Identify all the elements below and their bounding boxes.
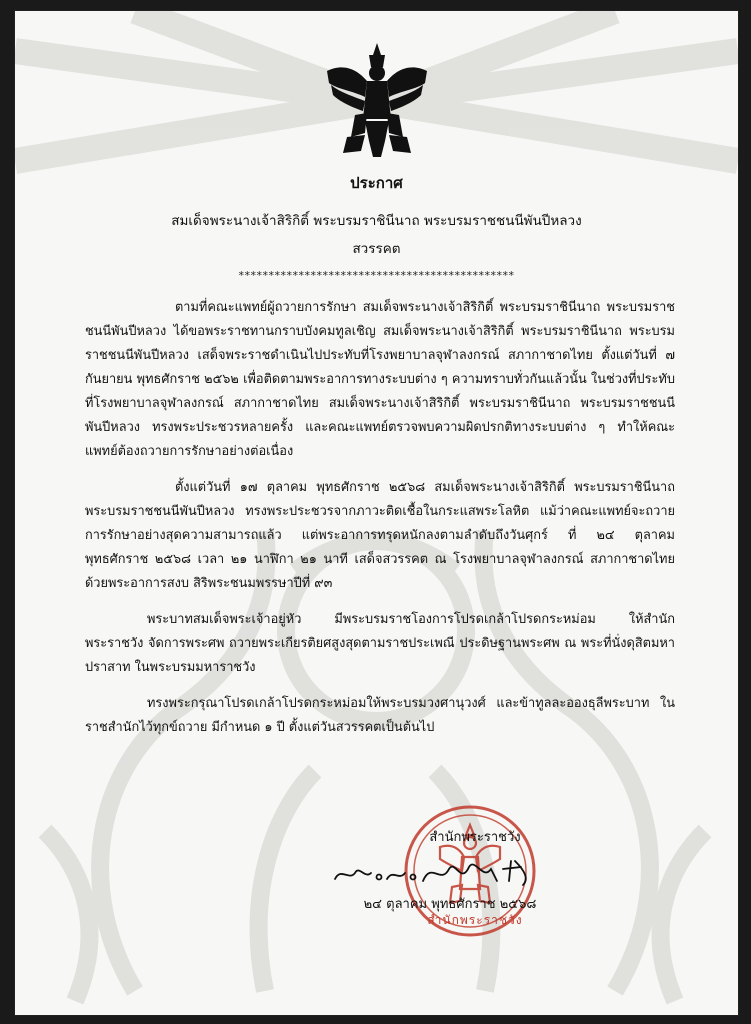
announcement-subtitle-status: สวรรคต (352, 241, 401, 257)
signature-date: ๒๔ ตุลาคม พุทธศักราช ๒๕๖๘ (363, 897, 537, 912)
handwritten-signature (315, 851, 585, 891)
paragraph-4: ทรงพระกรุณาโปรดเกล้าโปรดกระหม่อมให้พระบรมวงศานุวงศ์ และข้าทูลละอองธุลีพระบาท ในราชสำนักไว้ทุกข์ถวาย มีกำหนด ๑ ปี ตั้งแต่วันสวรรคตเป็นต้นไป (85, 696, 675, 735)
garuda-emblem-icon (325, 41, 429, 159)
announcement-subtitle: สมเด็จพระนางเจ้าสิริกิติ์ พระบรมราชินีนาถ พระบรมราชชนนีพันปีหลวง (171, 213, 582, 229)
announcement-page (14, 10, 739, 1016)
paragraph-3: พระบาทสมเด็จพระเจ้าอยู่หัว มีพระบรมราชโองการโปรดเกล้าโปรดกระหม่อม ให้สำนักพระราชวัง จัดการพระศพ ถวายพระเกียรติยศสูงสุดตามราชประเพณี ประดิษฐานพระศพ ณ พระที่นั่งดุสิตมหาปราสาท ในพระบรมมหาราชวัง (85, 612, 675, 675)
signature-office: สำนักพระราชวัง (429, 830, 521, 845)
paragraph-1: ตามที่คณะแพทย์ผู้ถวายการรักษา สมเด็จพระนางเจ้าสิริกิติ์ พระบรมราชินีนาถ พระบรมราชชนนีพันปีหลวง ได้ขอพระราชทานกราบบังคมทูลเชิญ สมเด็จพระนางเจ้าสิริกิติ์ พระบรมราชินีนาถ พระบรมราชชนนีพันปีหลวง เสด็จพระราชดำเนินไปประทับที่โรงพยาบาลจุฬาลงกรณ์ สภากาชาดไทย ตั้งแต่วันที่ ๗ กันยายน พุทธศักราช ๒๕๖๒ เพื่อติดตามพระอาการทางระบบต่าง ๆ ความทราบทั่วกันแล้วนั้น ในช่วงที่ประทับที่โรงพยาบาลจุฬาลงกรณ์ สภากาชาดไทย สมเด็จพระนางเจ้าสิริกิติ์ พระบรมราชินีนาถ พระบรมราชชนนีพันปีหลวง ทรงพระประชวรหลายครั้ง และคณะแพทย์ตรวจพบความผิดปรกติทางระบบต่าง ๆ ทำให้คณะแพทย์ต้องถวายการรักษาอย่างต่อเนื่อง (85, 300, 675, 459)
separator-line: ********************************************** (238, 269, 515, 282)
announcement-heading: ประกาศ (350, 174, 403, 192)
paragraph-2: ตั้งแต่วันที่ ๑๗ ตุลาคม พุทธศักราช ๒๕๖๘ สมเด็จพระนางเจ้าสิริกิติ์ พระบรมราชินีนาถ พระบรมราชชนนีพันปีหลวง ทรงพระประชวรจากภาวะติดเชื้อในกระแสพระโลหิต แม้ว่าคณะแพทย์จะถวายการรักษาอย่างสุดความสามารถแล้ว แต่พระอาการทรุดหนักลงตามลำดับถึงวันศุกร์ ที่ ๒๔ ตุลาคม พุทธศักราช ๒๕๖๘ เวลา ๒๑ นาฬิกา ๒๑ นาที เสด็จสวรรคต ณ โรงพยาบาลจุฬาลงกรณ์ สภากาชาดไทย ด้วยพระอาการสงบ สิริพระชนมพรรษาปีที่ ๙๓ (85, 480, 675, 591)
announcement-body (85, 296, 675, 752)
seal-label: สำนักพระราชวัง (427, 913, 523, 927)
